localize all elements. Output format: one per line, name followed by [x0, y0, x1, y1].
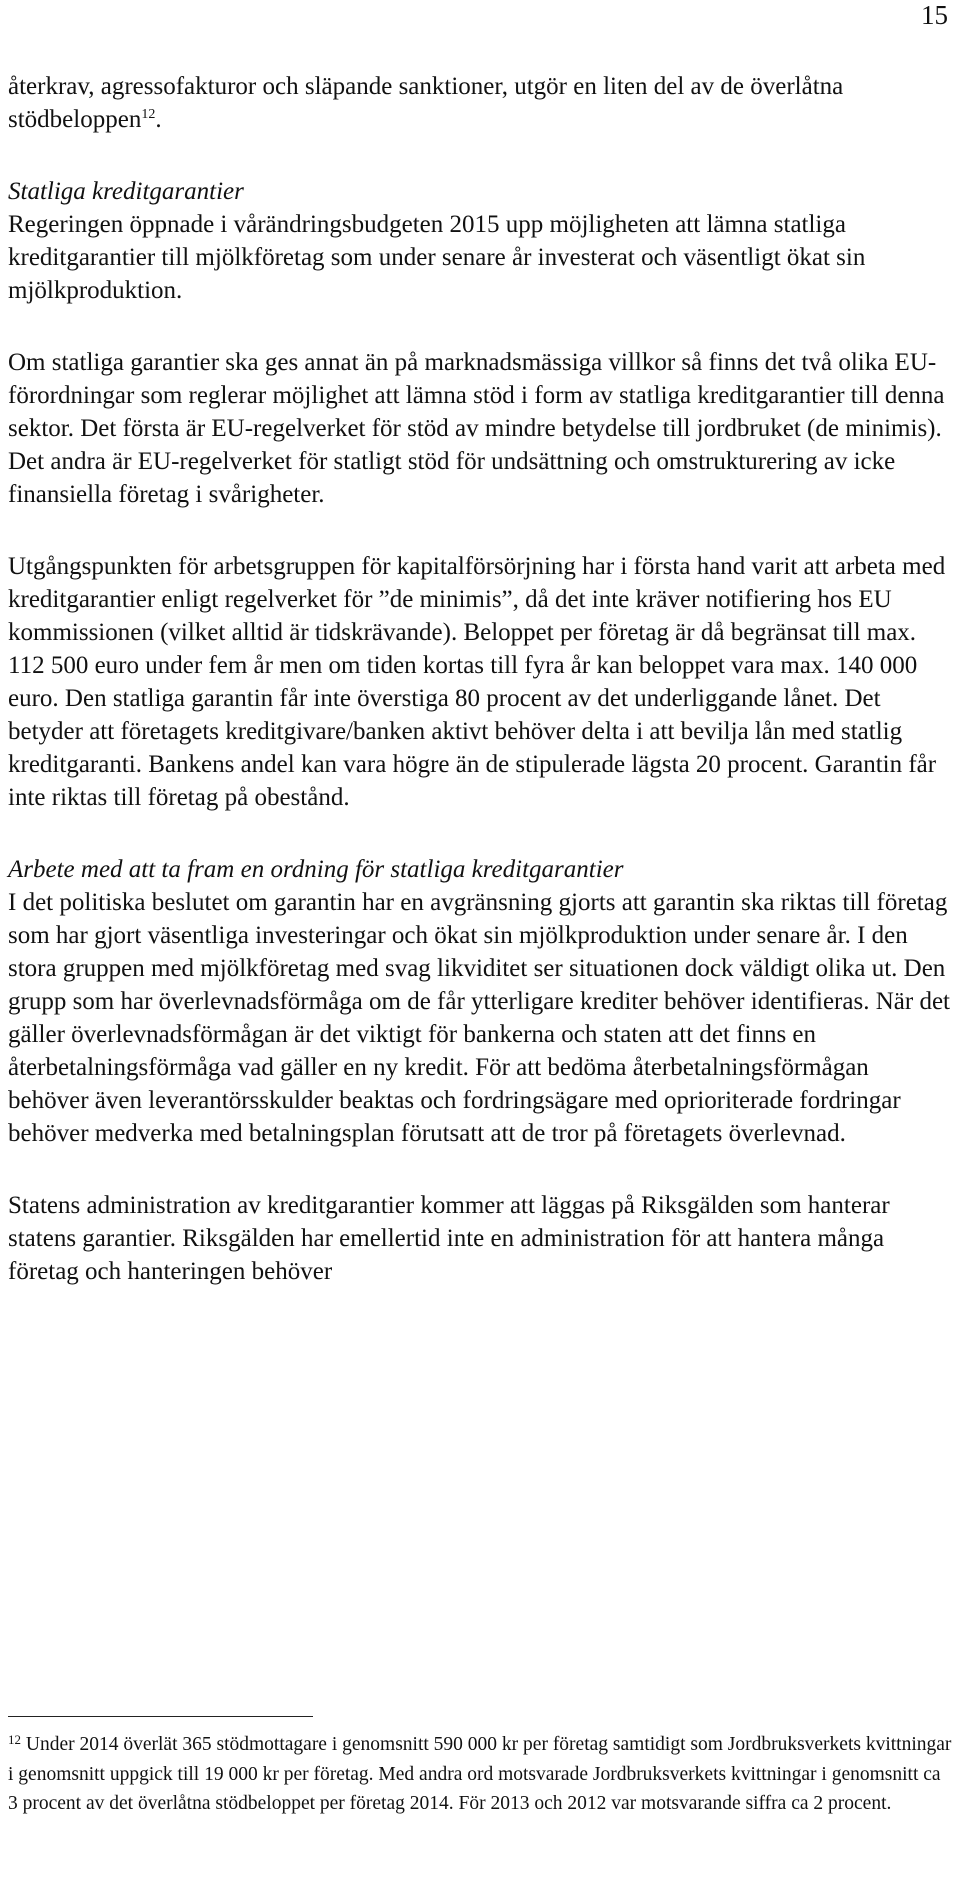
footnote-number: 12: [8, 1732, 21, 1747]
footnote-separator: [8, 1716, 313, 1717]
paragraph-statens-administration: Statens administration av kreditgarantier kommer att läggas på Riksgälden som hanterar statens garantier. Riksgälden har emellertid inte en administration för att hantera många företag och hanteringen behöver: [8, 1192, 890, 1285]
section-heading-kreditgarantier: Statliga kreditgarantier: [8, 178, 244, 205]
intro-paragraph: [8, 70, 953, 136]
paragraph-regeringen: Regeringen öppnade i vårändringsbudgeten 2015 upp möjligheten att lämna statliga kreditgarantier till mjölkföretag som under senare år investerat och väsentligt ökat sin mjölkproduktion.: [8, 211, 866, 304]
footnote-text: Under 2014 överlät 365 stödmottagare i genomsnitt 590 000 kr per företag samtidigt som Jordbruksverkets kvittningar i genomsnitt uppgick till 19 000 kr per företag. Med andra ord motsvarade Jordbruksverkets kvittningar i genomsnitt ca 3 procent av det överlåtna stödbeloppet per företag 2014. För 2013 och 2012 var motsvarande siffra ca 2 procent.: [8, 1734, 952, 1814]
intro-end: .: [155, 106, 162, 133]
paragraph-eu-forordningar: Om statliga garantier ska ges annat än på marknadsmässiga villkor så finns det två olika EU-förordningar som reglerar möjlighet att lämna stöd i form av statliga kreditgarantier till denna sektor. Det första är EU-regelverket för stöd av mindre betydelse till jordbruket (de minimis). Det andra är EU-regelverket för statligt stöd för undsättning och omstrukturering av icke finansiella företag i svårigheter.: [8, 349, 945, 508]
footnote-reference: 12: [141, 107, 156, 122]
intro-text: återkrav, agressofakturor och släpande sanktioner, utgör en liten del av de överlåtna stödbeloppen: [8, 73, 844, 133]
footnote: [8, 1730, 953, 1819]
paragraph-utgangspunkten: Utgångspunkten för arbetsgruppen för kapitalförsörjning har i första hand varit att arbeta med kreditgarantier enligt regelverket för ”de minimis”, då det inte kräver notifiering hos EU kommissionen (vilket alltid är tidskrävande). Beloppet per företag är då begränsat till max. 112 500 euro under fem år men om tiden kortas till fyra år kan beloppet vara max. 140 000 euro. Den statliga garantin får inte överstiga 80 procent av det underliggande lånet. Det betyder att företagets kreditgivare/banken aktivt behöver delta i att bevilja lån med statlig kreditgaranti. Bankens andel kan vara högre än de stipulerade lägsta 20 procent. Garantin får inte riktas till företag på obestånd.: [8, 553, 946, 811]
page-number: 15: [921, 0, 948, 30]
page-body: [8, 70, 953, 1288]
paragraph-politiska-beslutet: I det politiska beslutet om garantin har en avgränsning gjorts att garantin ska riktas till företag som har gjort väsentliga investeringar och ökat sin mjölkproduktion under senare år. I den stora gruppen med mjölkföretag med svag likviditet ser situationen dock väldigt olika ut. Den grupp som har överlevnadsförmåga om de får ytterligare krediter behöver identifieras. När det gäller överlevnadsförmågan är det viktigt för bankerna och staten att det finns en återbetalningsförmåga vad gäller en ny kredit. För att bedöma återbetalningsförmågan behöver även leverantörsskulder beaktas och fordringsägare med oprioriterade fordringar behöver medverka med betalningsplan förutsatt att de tror på företagets överlevnad.: [8, 889, 950, 1147]
section-heading-arbete: Arbete med att ta fram en ordning för statliga kreditgarantier: [8, 856, 624, 883]
